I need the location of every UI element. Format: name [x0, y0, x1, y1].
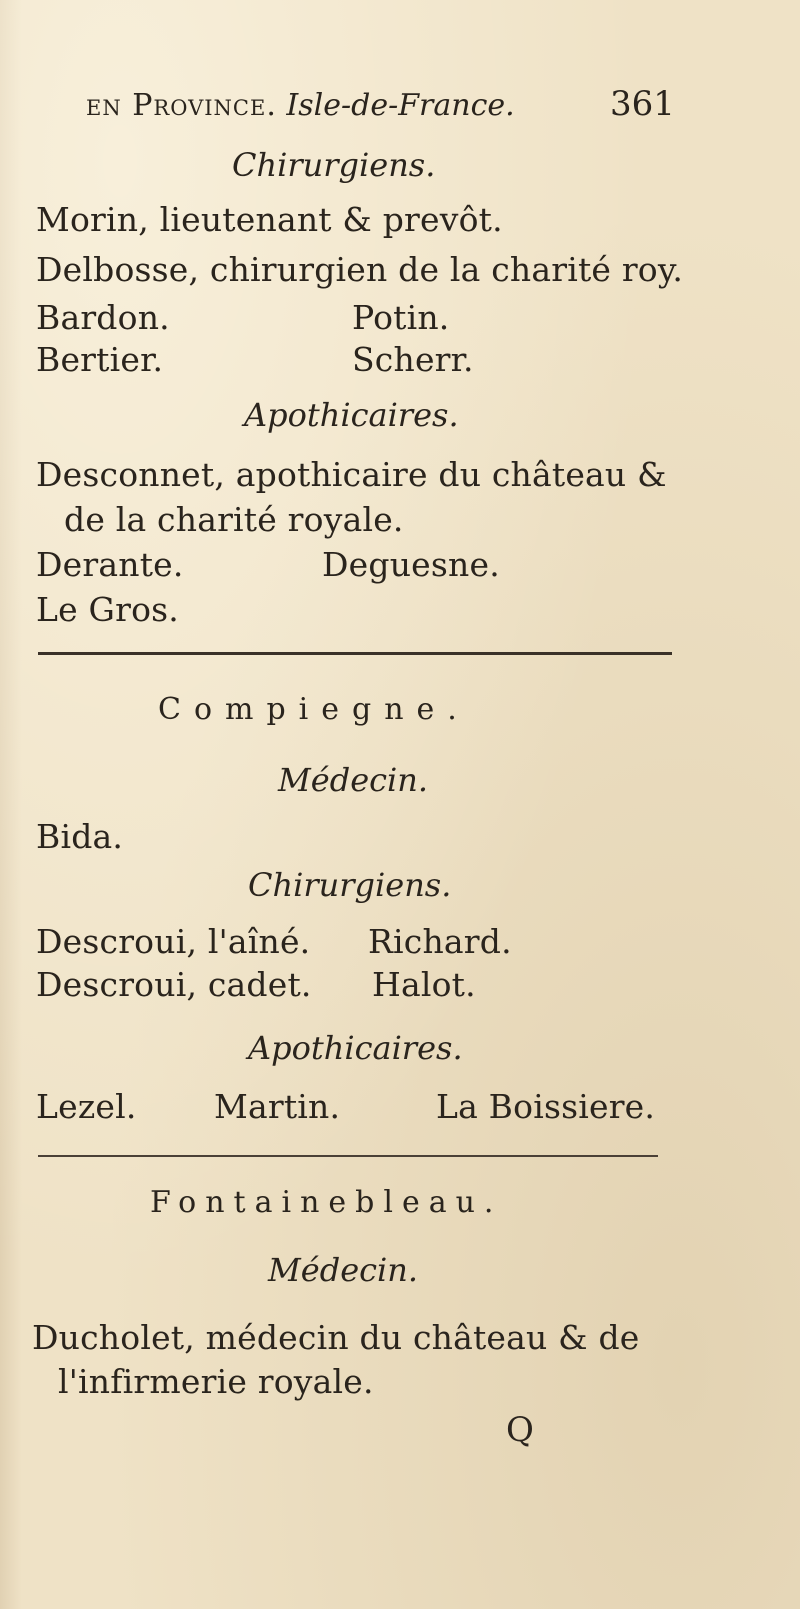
surgeons-heading: Chirurgiens.: [232, 146, 436, 184]
surgeon-entry: Bardon.: [36, 298, 170, 337]
section-divider: [38, 1155, 658, 1157]
physician-entry: Bida.: [36, 817, 124, 856]
apothecaries-heading: Apothicaires.: [248, 1029, 463, 1067]
physician-heading: Médecin.: [268, 1251, 419, 1289]
physician-heading: Médecin.: [278, 761, 429, 799]
apothecary-entry: Derante.: [36, 545, 184, 584]
apothecary-entry: Desconnet, apothicaire du château &: [36, 455, 667, 494]
apothecary-entry: La Boissiere.: [436, 1087, 656, 1126]
surgeon-entry: Halot.: [372, 965, 476, 1004]
surgeon-entry: Delbosse, chirurgien de la charité roy.: [36, 250, 684, 289]
apothecary-entry: Martin.: [214, 1087, 341, 1126]
surgeon-entry: Descroui, l'aîné.: [36, 922, 311, 961]
signature-mark: Q: [506, 1410, 534, 1450]
surgeons-heading: Chirurgiens.: [248, 866, 452, 904]
apothecary-entry-continuation: de la charité royale.: [64, 500, 404, 539]
city-heading-compiegne: Compiegne.: [158, 692, 470, 727]
running-head-text: en Province.: [86, 88, 277, 123]
page-number: 361: [610, 84, 675, 124]
physician-entry: Ducholet, médecin du château & de: [32, 1318, 640, 1357]
physician-entry-continuation: l'infirmerie royale.: [58, 1362, 374, 1401]
section-divider: [38, 652, 672, 655]
surgeon-entry: Potin.: [352, 298, 450, 337]
surgeon-entry: Richard.: [368, 922, 512, 961]
city-heading-fontainebleau: Fontainebleau.: [150, 1185, 503, 1220]
apothecary-entry: Lezel.: [36, 1087, 137, 1126]
running-head-region: Isle-de-France.: [286, 88, 515, 123]
surgeon-entry: Morin, lieutenant & prevôt.: [36, 200, 503, 239]
apothecary-entry: Deguesne.: [322, 545, 500, 584]
running-head: [86, 86, 515, 126]
surgeon-entry: Bertier.: [36, 340, 164, 379]
apothecary-entry: Le Gros.: [36, 590, 179, 629]
apothecaries-heading: Apothicaires.: [244, 396, 459, 434]
surgeon-entry: Scherr.: [352, 340, 474, 379]
surgeon-entry: Descroui, cadet.: [36, 965, 312, 1004]
